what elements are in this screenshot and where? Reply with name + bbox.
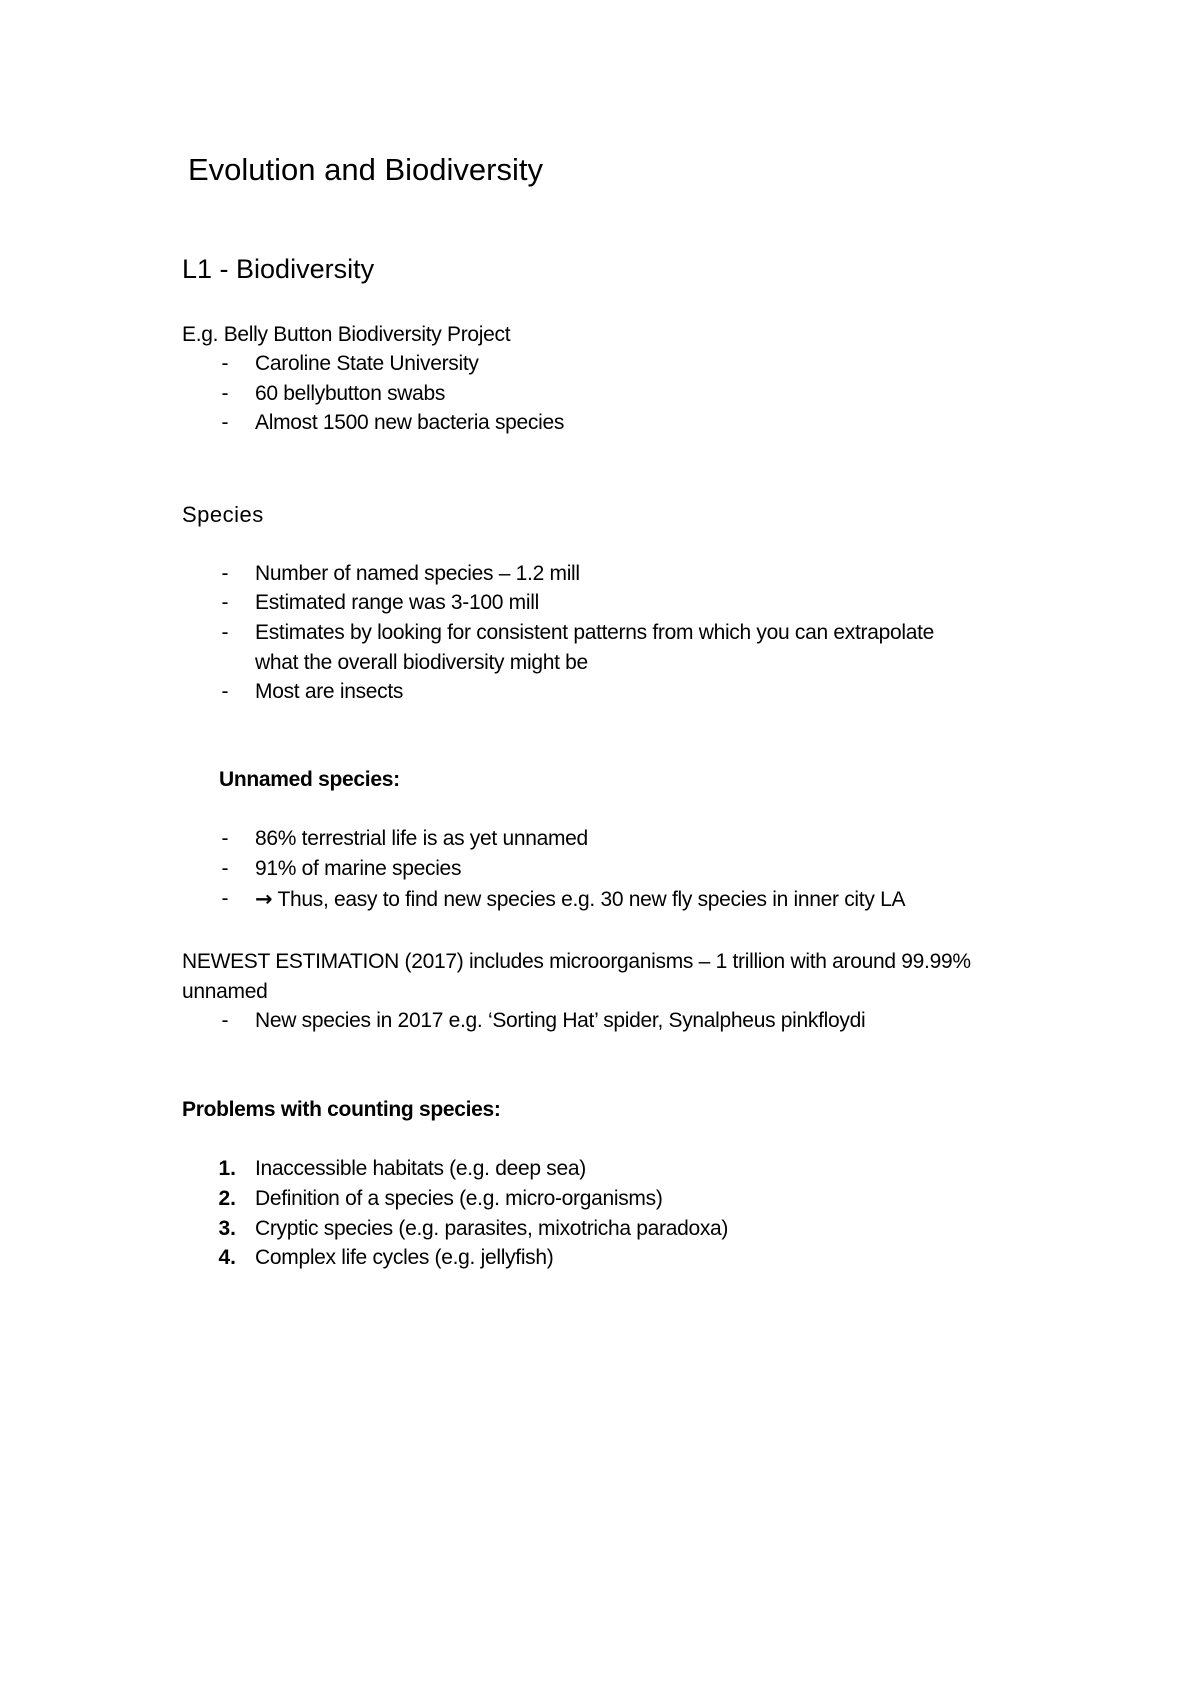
list-item: Estimates by looking for consistent patterns from which you can extrapolate xyxy=(255,621,935,644)
list-item: 86% terrestrial life is as yet unnamed xyxy=(255,827,588,850)
list-dash: - xyxy=(221,857,229,880)
list-dash: - xyxy=(221,562,229,585)
problems-heading: Problems with counting species: xyxy=(182,1098,501,1121)
section-heading: L1 - Biodiversity xyxy=(182,254,375,284)
list-dash: - xyxy=(221,887,229,910)
unnamed-heading: Unnamed species: xyxy=(219,768,400,791)
list-item: 91% of marine species xyxy=(255,857,462,880)
list-item: Caroline State University xyxy=(255,352,479,375)
list-item: Almost 1500 new bacteria species xyxy=(255,411,565,434)
page-title: Evolution and Biodiversity xyxy=(188,152,543,187)
list-dash: - xyxy=(221,680,229,703)
list-item-text: Thus, easy to find new species e.g. 30 new fly species in inner city LA xyxy=(277,888,906,911)
list-item: Complex life cycles (e.g. jellyfish) xyxy=(255,1246,554,1269)
species-heading: Species xyxy=(182,502,264,527)
list-dash: - xyxy=(221,1009,229,1032)
list-item-continuation: what the overall biodiversity might be xyxy=(255,651,588,674)
list-item: 60 bellybutton swabs xyxy=(255,382,446,405)
list-dash: - xyxy=(221,411,229,434)
list-number: 1. xyxy=(218,1157,236,1180)
arrow-right-icon: → xyxy=(255,887,273,911)
list-item: Estimated range was 3-100 mill xyxy=(255,591,539,614)
list-dash: - xyxy=(221,591,229,614)
list-number: 3. xyxy=(218,1217,236,1240)
newest-estimation-line-continuation: unnamed xyxy=(182,980,268,1003)
list-dash: - xyxy=(221,827,229,850)
list-item: Most are insects xyxy=(255,680,404,703)
list-number: 2. xyxy=(218,1187,236,1210)
list-dash: - xyxy=(221,382,229,405)
list-item: Number of named species – 1.2 mill xyxy=(255,562,580,585)
list-item: Definition of a species (e.g. micro-organisms) xyxy=(255,1187,663,1210)
list-item: New species in 2017 e.g. ‘Sorting Hat’ spider, Synalpheus pinkfloydi xyxy=(255,1009,866,1032)
list-dash: - xyxy=(221,621,229,644)
list-dash: - xyxy=(221,352,229,375)
list-number: 4. xyxy=(218,1246,236,1269)
example-intro: E.g. Belly Button Biodiversity Project xyxy=(182,323,511,346)
list-item xyxy=(255,886,905,913)
newest-estimation-line: NEWEST ESTIMATION (2017) includes microorganisms – 1 trillion with around 99.99% xyxy=(182,950,971,973)
list-item: Cryptic species (e.g. parasites, mixotricha paradoxa) xyxy=(255,1217,729,1240)
list-item: Inaccessible habitats (e.g. deep sea) xyxy=(255,1157,586,1180)
